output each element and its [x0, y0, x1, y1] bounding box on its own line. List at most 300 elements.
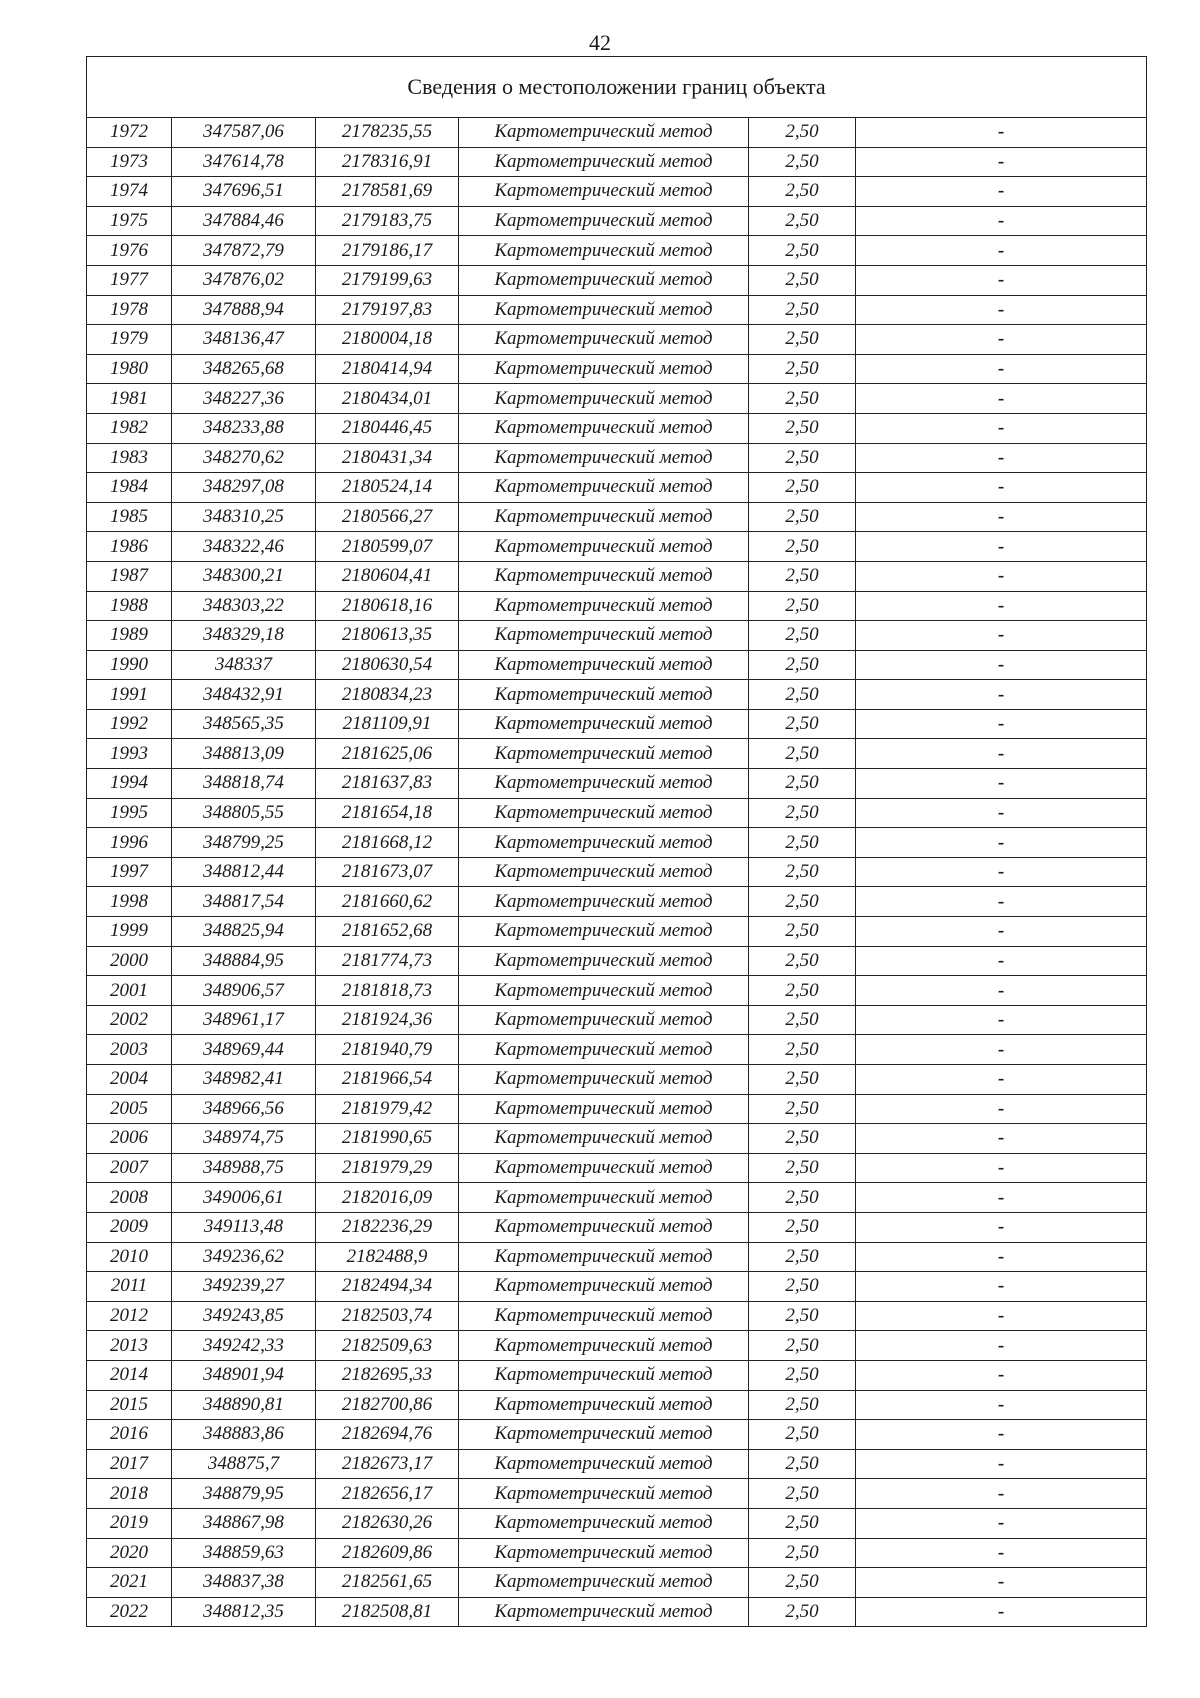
table-row	[87, 1301, 1147, 1331]
cell-coord-y: 2182700,86	[316, 1390, 459, 1420]
cell-point-number: 1977	[87, 265, 172, 295]
cell-method: Картометрический метод	[459, 946, 749, 976]
cell-method: Картометрический метод	[459, 561, 749, 591]
cell-coord-y: 2180004,18	[316, 325, 459, 355]
cell-coord-x: 349006,61	[172, 1183, 316, 1213]
cell-coord-x: 349243,85	[172, 1301, 316, 1331]
cell-point-number: 1992	[87, 709, 172, 739]
cell-description: -	[856, 206, 1147, 236]
cell-point-number: 2009	[87, 1212, 172, 1242]
cell-method: Картометрический метод	[459, 236, 749, 266]
cell-description: -	[856, 502, 1147, 532]
cell-description: -	[856, 1153, 1147, 1183]
cell-point-number: 2012	[87, 1301, 172, 1331]
cell-point-number: 1983	[87, 443, 172, 473]
cell-description: -	[856, 798, 1147, 828]
cell-method: Картометрический метод	[459, 1568, 749, 1598]
cell-accuracy: 2,50	[749, 798, 856, 828]
cell-coord-x: 348812,44	[172, 857, 316, 887]
cell-description: -	[856, 177, 1147, 207]
cell-description: -	[856, 561, 1147, 591]
table-row	[87, 1568, 1147, 1598]
cell-coord-y: 2179186,17	[316, 236, 459, 266]
cell-description: -	[856, 1124, 1147, 1154]
cell-coord-y: 2180524,14	[316, 473, 459, 503]
cell-coord-x: 348322,46	[172, 532, 316, 562]
cell-coord-x: 348969,44	[172, 1035, 316, 1065]
cell-method: Картометрический метод	[459, 443, 749, 473]
cell-coord-y: 2181966,54	[316, 1065, 459, 1095]
cell-method: Картометрический метод	[459, 1479, 749, 1509]
cell-accuracy: 2,50	[749, 177, 856, 207]
table-row	[87, 236, 1147, 266]
cell-coord-x: 348227,36	[172, 384, 316, 414]
cell-description: -	[856, 1508, 1147, 1538]
table-row	[87, 1124, 1147, 1154]
table-row	[87, 354, 1147, 384]
cell-point-number: 2006	[87, 1124, 172, 1154]
cell-coord-x: 348813,09	[172, 739, 316, 769]
cell-accuracy: 2,50	[749, 917, 856, 947]
cell-method: Картометрический метод	[459, 1183, 749, 1213]
cell-coord-y: 2180834,23	[316, 680, 459, 710]
cell-accuracy: 2,50	[749, 1479, 856, 1509]
cell-method: Картометрический метод	[459, 354, 749, 384]
cell-coord-y: 2180434,01	[316, 384, 459, 414]
cell-coord-x: 347888,94	[172, 295, 316, 325]
cell-point-number: 2017	[87, 1449, 172, 1479]
table-row	[87, 561, 1147, 591]
table-row	[87, 709, 1147, 739]
cell-method: Картометрический метод	[459, 1065, 749, 1095]
cell-accuracy: 2,50	[749, 650, 856, 680]
table-row	[87, 1420, 1147, 1450]
cell-coord-x: 347872,79	[172, 236, 316, 266]
cell-point-number: 2021	[87, 1568, 172, 1598]
cell-accuracy: 2,50	[749, 887, 856, 917]
cell-coord-y: 2180599,07	[316, 532, 459, 562]
table-row	[87, 1390, 1147, 1420]
cell-coord-x: 348817,54	[172, 887, 316, 917]
cell-method: Картометрический метод	[459, 1035, 749, 1065]
cell-method: Картометрический метод	[459, 295, 749, 325]
cell-point-number: 1991	[87, 680, 172, 710]
cell-accuracy: 2,50	[749, 1420, 856, 1450]
cell-accuracy: 2,50	[749, 354, 856, 384]
cell-coord-x: 347884,46	[172, 206, 316, 236]
cell-point-number: 2020	[87, 1538, 172, 1568]
cell-coord-x: 348805,55	[172, 798, 316, 828]
cell-description: -	[856, 354, 1147, 384]
cell-description: -	[856, 325, 1147, 355]
cell-coord-y: 2181660,62	[316, 887, 459, 917]
cell-description: -	[856, 1479, 1147, 1509]
cell-coord-y: 2182503,74	[316, 1301, 459, 1331]
cell-coord-y: 2180566,27	[316, 502, 459, 532]
cell-point-number: 2001	[87, 976, 172, 1006]
table-row	[87, 1331, 1147, 1361]
boundary-table	[86, 56, 1147, 1627]
cell-description: -	[856, 147, 1147, 177]
table-row	[87, 177, 1147, 207]
cell-accuracy: 2,50	[749, 739, 856, 769]
cell-method: Картометрический метод	[459, 917, 749, 947]
cell-accuracy: 2,50	[749, 413, 856, 443]
cell-accuracy: 2,50	[749, 443, 856, 473]
cell-accuracy: 2,50	[749, 1331, 856, 1361]
cell-accuracy: 2,50	[749, 1390, 856, 1420]
table-row	[87, 1094, 1147, 1124]
cell-accuracy: 2,50	[749, 976, 856, 1006]
cell-coord-y: 2180414,94	[316, 354, 459, 384]
cell-method: Картометрический метод	[459, 1005, 749, 1035]
cell-coord-y: 2182673,17	[316, 1449, 459, 1479]
table-row	[87, 769, 1147, 799]
cell-accuracy: 2,50	[749, 828, 856, 858]
cell-description: -	[856, 650, 1147, 680]
table-row	[87, 147, 1147, 177]
cell-description: -	[856, 621, 1147, 651]
cell-coord-x: 348300,21	[172, 561, 316, 591]
table-row	[87, 1035, 1147, 1065]
cell-point-number: 1997	[87, 857, 172, 887]
cell-description: -	[856, 1035, 1147, 1065]
cell-accuracy: 2,50	[749, 1153, 856, 1183]
cell-description: -	[856, 118, 1147, 148]
cell-accuracy: 2,50	[749, 1242, 856, 1272]
cell-point-number: 1974	[87, 177, 172, 207]
cell-accuracy: 2,50	[749, 1065, 856, 1095]
cell-coord-x: 348859,63	[172, 1538, 316, 1568]
table-row	[87, 1153, 1147, 1183]
cell-method: Картометрический метод	[459, 206, 749, 236]
cell-accuracy: 2,50	[749, 1183, 856, 1213]
cell-accuracy: 2,50	[749, 561, 856, 591]
cell-coord-x: 348988,75	[172, 1153, 316, 1183]
cell-coord-x: 348875,7	[172, 1449, 316, 1479]
cell-coord-y: 2182695,33	[316, 1360, 459, 1390]
table-row	[87, 1597, 1147, 1627]
table-row	[87, 413, 1147, 443]
cell-coord-x: 348879,95	[172, 1479, 316, 1509]
cell-point-number: 1975	[87, 206, 172, 236]
cell-accuracy: 2,50	[749, 384, 856, 414]
cell-method: Картометрический метод	[459, 591, 749, 621]
cell-method: Картометрический метод	[459, 739, 749, 769]
cell-accuracy: 2,50	[749, 295, 856, 325]
cell-description: -	[856, 591, 1147, 621]
cell-point-number: 2010	[87, 1242, 172, 1272]
cell-coord-y: 2180618,16	[316, 591, 459, 621]
cell-description: -	[856, 976, 1147, 1006]
cell-method: Картометрический метод	[459, 413, 749, 443]
cell-coord-y: 2179183,75	[316, 206, 459, 236]
cell-coord-x: 348906,57	[172, 976, 316, 1006]
table-row	[87, 1479, 1147, 1509]
cell-coord-y: 2181990,65	[316, 1124, 459, 1154]
table-row	[87, 1242, 1147, 1272]
cell-coord-x: 348136,47	[172, 325, 316, 355]
cell-description: -	[856, 1420, 1147, 1450]
cell-description: -	[856, 443, 1147, 473]
cell-coord-x: 348818,74	[172, 769, 316, 799]
cell-description: -	[856, 1301, 1147, 1331]
cell-coord-x: 348867,98	[172, 1508, 316, 1538]
cell-description: -	[856, 946, 1147, 976]
cell-point-number: 1986	[87, 532, 172, 562]
table-row	[87, 1183, 1147, 1213]
cell-coord-y: 2182656,17	[316, 1479, 459, 1509]
cell-coord-x: 348825,94	[172, 917, 316, 947]
cell-description: -	[856, 1597, 1147, 1627]
table-row	[87, 798, 1147, 828]
cell-coord-x: 348233,88	[172, 413, 316, 443]
cell-description: -	[856, 1568, 1147, 1598]
cell-description: -	[856, 413, 1147, 443]
cell-coord-x: 349236,62	[172, 1242, 316, 1272]
cell-description: -	[856, 473, 1147, 503]
cell-coord-y: 2181774,73	[316, 946, 459, 976]
table-row	[87, 1272, 1147, 1302]
cell-point-number: 1987	[87, 561, 172, 591]
cell-point-number: 1981	[87, 384, 172, 414]
table-row	[87, 206, 1147, 236]
cell-point-number: 1990	[87, 650, 172, 680]
cell-coord-y: 2182609,86	[316, 1538, 459, 1568]
cell-coord-x: 349242,33	[172, 1331, 316, 1361]
cell-accuracy: 2,50	[749, 1301, 856, 1331]
cell-coord-x: 348270,62	[172, 443, 316, 473]
cell-coord-x: 348884,95	[172, 946, 316, 976]
cell-method: Картометрический метод	[459, 1331, 749, 1361]
cell-accuracy: 2,50	[749, 946, 856, 976]
cell-method: Картометрический метод	[459, 1449, 749, 1479]
cell-accuracy: 2,50	[749, 769, 856, 799]
cell-accuracy: 2,50	[749, 1212, 856, 1242]
cell-point-number: 2011	[87, 1272, 172, 1302]
cell-method: Картометрический метод	[459, 680, 749, 710]
cell-accuracy: 2,50	[749, 709, 856, 739]
cell-point-number: 2000	[87, 946, 172, 976]
table-row	[87, 118, 1147, 148]
cell-point-number: 1993	[87, 739, 172, 769]
cell-coord-x: 348565,35	[172, 709, 316, 739]
cell-description: -	[856, 739, 1147, 769]
cell-description: -	[856, 709, 1147, 739]
table-row	[87, 1508, 1147, 1538]
cell-description: -	[856, 236, 1147, 266]
cell-coord-x: 347614,78	[172, 147, 316, 177]
cell-description: -	[856, 1538, 1147, 1568]
cell-coord-y: 2182694,76	[316, 1420, 459, 1450]
cell-point-number: 1978	[87, 295, 172, 325]
cell-coord-x: 348961,17	[172, 1005, 316, 1035]
cell-accuracy: 2,50	[749, 206, 856, 236]
table-row	[87, 473, 1147, 503]
cell-coord-x: 349113,48	[172, 1212, 316, 1242]
cell-description: -	[856, 295, 1147, 325]
cell-point-number: 1999	[87, 917, 172, 947]
cell-coord-x: 348297,08	[172, 473, 316, 503]
page-number: 42	[589, 30, 611, 55]
cell-point-number: 2008	[87, 1183, 172, 1213]
cell-coord-y: 2182236,29	[316, 1212, 459, 1242]
cell-coord-x: 348890,81	[172, 1390, 316, 1420]
cell-accuracy: 2,50	[749, 621, 856, 651]
cell-method: Картометрический метод	[459, 473, 749, 503]
cell-accuracy: 2,50	[749, 325, 856, 355]
cell-description: -	[856, 1183, 1147, 1213]
cell-method: Картометрический метод	[459, 1508, 749, 1538]
cell-description: -	[856, 532, 1147, 562]
cell-coord-y: 2178316,91	[316, 147, 459, 177]
table-row	[87, 532, 1147, 562]
cell-point-number: 1994	[87, 769, 172, 799]
cell-point-number: 1989	[87, 621, 172, 651]
cell-accuracy: 2,50	[749, 473, 856, 503]
cell-description: -	[856, 1360, 1147, 1390]
cell-coord-x: 348901,94	[172, 1360, 316, 1390]
cell-description: -	[856, 1094, 1147, 1124]
table-row	[87, 295, 1147, 325]
cell-method: Картометрический метод	[459, 1301, 749, 1331]
cell-coord-y: 2182488,9	[316, 1242, 459, 1272]
table-row	[87, 1065, 1147, 1095]
table-row	[87, 1449, 1147, 1479]
cell-accuracy: 2,50	[749, 1360, 856, 1390]
cell-coord-x: 348799,25	[172, 828, 316, 858]
cell-point-number: 1979	[87, 325, 172, 355]
cell-method: Картометрический метод	[459, 118, 749, 148]
cell-coord-x: 347696,51	[172, 177, 316, 207]
cell-method: Картометрический метод	[459, 857, 749, 887]
cell-accuracy: 2,50	[749, 1094, 856, 1124]
cell-method: Картометрический метод	[459, 1597, 749, 1627]
cell-accuracy: 2,50	[749, 236, 856, 266]
cell-coord-y: 2178235,55	[316, 118, 459, 148]
cell-accuracy: 2,50	[749, 1005, 856, 1035]
cell-method: Картометрический метод	[459, 502, 749, 532]
cell-accuracy: 2,50	[749, 1508, 856, 1538]
table-row	[87, 1538, 1147, 1568]
cell-point-number: 2002	[87, 1005, 172, 1035]
cell-point-number: 2005	[87, 1094, 172, 1124]
cell-accuracy: 2,50	[749, 532, 856, 562]
cell-method: Картометрический метод	[459, 1094, 749, 1124]
cell-point-number: 2018	[87, 1479, 172, 1509]
cell-point-number: 1996	[87, 828, 172, 858]
cell-point-number: 1980	[87, 354, 172, 384]
cell-coord-x: 348982,41	[172, 1065, 316, 1095]
cell-coord-y: 2182509,63	[316, 1331, 459, 1361]
cell-description: -	[856, 917, 1147, 947]
cell-coord-y: 2181668,12	[316, 828, 459, 858]
cell-coord-y: 2180431,34	[316, 443, 459, 473]
cell-coord-y: 2181818,73	[316, 976, 459, 1006]
cell-coord-x: 347587,06	[172, 118, 316, 148]
cell-description: -	[856, 1449, 1147, 1479]
cell-coord-x: 348265,68	[172, 354, 316, 384]
cell-method: Картометрический метод	[459, 1538, 749, 1568]
cell-coord-y: 2181109,91	[316, 709, 459, 739]
cell-description: -	[856, 1242, 1147, 1272]
cell-method: Картометрический метод	[459, 1212, 749, 1242]
cell-description: -	[856, 828, 1147, 858]
cell-coord-x: 348812,35	[172, 1597, 316, 1627]
cell-coord-y: 2180604,41	[316, 561, 459, 591]
cell-method: Картометрический метод	[459, 828, 749, 858]
cell-accuracy: 2,50	[749, 1449, 856, 1479]
cell-coord-y: 2179199,63	[316, 265, 459, 295]
cell-coord-y: 2181637,83	[316, 769, 459, 799]
cell-method: Картометрический метод	[459, 1153, 749, 1183]
table-row	[87, 828, 1147, 858]
table-body	[87, 118, 1147, 1627]
cell-point-number: 1988	[87, 591, 172, 621]
cell-method: Картометрический метод	[459, 709, 749, 739]
cell-description: -	[856, 680, 1147, 710]
table-row	[87, 680, 1147, 710]
cell-coord-y: 2181652,68	[316, 917, 459, 947]
cell-coord-x: 348432,91	[172, 680, 316, 710]
cell-description: -	[856, 1331, 1147, 1361]
cell-method: Картометрический метод	[459, 325, 749, 355]
table-row	[87, 739, 1147, 769]
cell-point-number: 2016	[87, 1420, 172, 1450]
cell-point-number: 2003	[87, 1035, 172, 1065]
cell-coord-x: 348837,38	[172, 1568, 316, 1598]
cell-coord-x: 348329,18	[172, 621, 316, 651]
cell-method: Картометрический метод	[459, 147, 749, 177]
cell-point-number: 2019	[87, 1508, 172, 1538]
table-row	[87, 976, 1147, 1006]
cell-coord-x: 348337	[172, 650, 316, 680]
cell-accuracy: 2,50	[749, 118, 856, 148]
cell-accuracy: 2,50	[749, 680, 856, 710]
cell-coord-y: 2182561,65	[316, 1568, 459, 1598]
cell-coord-y: 2178581,69	[316, 177, 459, 207]
cell-point-number: 2015	[87, 1390, 172, 1420]
cell-coord-y: 2181625,06	[316, 739, 459, 769]
cell-accuracy: 2,50	[749, 502, 856, 532]
cell-point-number: 2007	[87, 1153, 172, 1183]
cell-coord-y: 2181673,07	[316, 857, 459, 887]
cell-description: -	[856, 1065, 1147, 1095]
cell-point-number: 1976	[87, 236, 172, 266]
cell-accuracy: 2,50	[749, 857, 856, 887]
cell-method: Картометрический метод	[459, 1124, 749, 1154]
cell-coord-x: 348310,25	[172, 502, 316, 532]
cell-coord-y: 2182494,34	[316, 1272, 459, 1302]
table-row	[87, 443, 1147, 473]
cell-description: -	[856, 1005, 1147, 1035]
cell-accuracy: 2,50	[749, 1272, 856, 1302]
cell-coord-y: 2181979,42	[316, 1094, 459, 1124]
cell-point-number: 2013	[87, 1331, 172, 1361]
table-title: Сведения о местоположении границ объекта	[87, 57, 1147, 118]
cell-description: -	[856, 1390, 1147, 1420]
cell-coord-y: 2180613,35	[316, 621, 459, 651]
cell-description: -	[856, 1272, 1147, 1302]
cell-point-number: 2014	[87, 1360, 172, 1390]
cell-point-number: 1972	[87, 118, 172, 148]
cell-method: Картометрический метод	[459, 650, 749, 680]
cell-description: -	[856, 265, 1147, 295]
cell-method: Картометрический метод	[459, 798, 749, 828]
cell-coord-y: 2181654,18	[316, 798, 459, 828]
cell-point-number: 2004	[87, 1065, 172, 1095]
table-row	[87, 502, 1147, 532]
